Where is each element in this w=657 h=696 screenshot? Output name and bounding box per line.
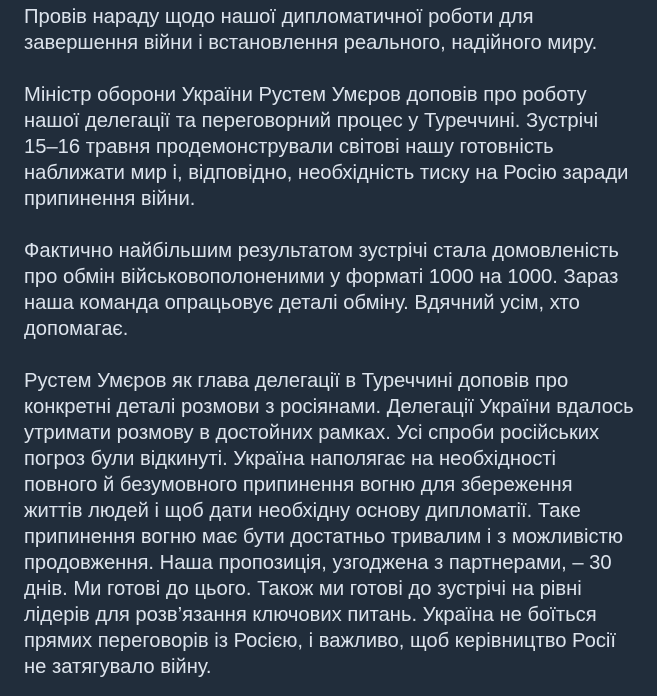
text-line: Міністр оборони України Рустем Умєров доповів про роботу (24, 84, 587, 106)
text-line: не затягувало війну. (24, 656, 212, 678)
text-line: Рустем Умєров як глава делегації в Туреччині доповів про (24, 370, 569, 392)
text-line: днів. Ми готові до цього. Також ми готові до зустрічі на рівні (24, 578, 582, 600)
text-line: Фактично найбільшим результатом зустрічі стала домовленість (24, 240, 619, 262)
text-line: завершення війни і встановлення реального, надійного миру. (24, 32, 598, 54)
paragraph-negotiation-details (24, 368, 647, 680)
text-line: повного й безумовного припинення вогню для збереження (24, 474, 573, 496)
text-line: утримати розмову в достойних рамках. Усі спроби російських (24, 422, 600, 444)
text-line: про обмін військовополоненими у форматі 1000 на 1000. Зараз (24, 266, 619, 288)
text-line: життів людей і щоб дати необхідну основу дипломатії. Таке (24, 500, 581, 522)
text-line: припинення вогню має бути достатньо тривалим і з можливістю (24, 526, 623, 548)
text-line: конкретні деталі розмови з росіянами. Делегації України вдалось (24, 396, 634, 418)
text-line: Провів нараду щодо нашої дипломатичної роботи для (24, 6, 534, 28)
text-line: допомагає. (24, 318, 129, 340)
text-line: 15–16 травня продемонстрували світові нашу готовність (24, 136, 554, 158)
text-line: продовження. Наша пропозиція, узгоджена з партнерами, – 30 (24, 552, 612, 574)
text-line: припинення війни. (24, 188, 196, 210)
text-line: прямих переговорів із Росією, і важливо, щоб керівництво Росії (24, 630, 617, 652)
text-line: нашої делегації та переговорний процес у Туреччині. Зустрічі (24, 110, 599, 132)
paragraph-umerov-report (24, 82, 647, 212)
text-line: наближати мир і, відповідно, необхідність тиску на Росію заради (24, 162, 629, 184)
text-line: лідерів для розв’язання ключових питань. Україна не боїться (24, 604, 597, 626)
paragraph-prisoner-exchange (24, 238, 647, 342)
text-line: погроз були відкинуті. Україна наполягає на необхідності (24, 448, 557, 470)
paragraph-meeting (24, 4, 647, 56)
text-line: наша команда опрацьовує деталі обміну. Вдячний усім, хто (24, 292, 580, 314)
